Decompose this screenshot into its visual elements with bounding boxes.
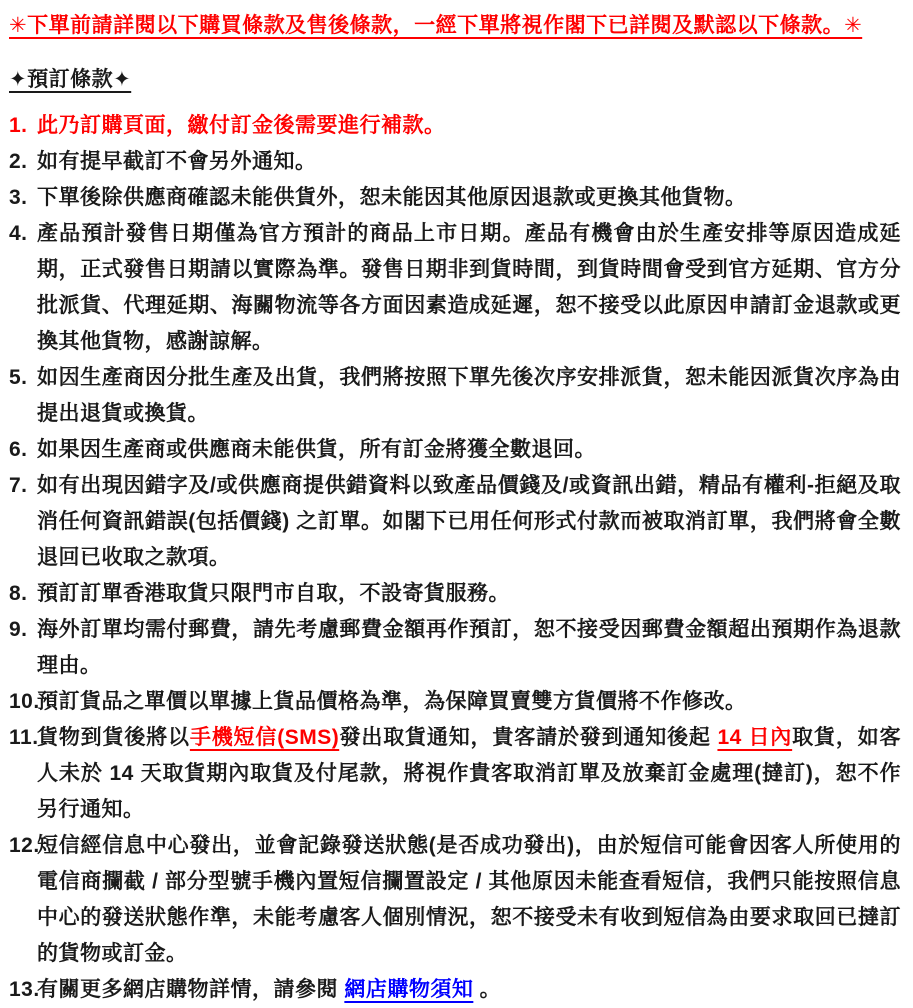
term-text-segment: 如果因生產商或供應商未能供貨，所有訂金將獲全數退回。 [37,438,596,461]
term-text [37,108,901,144]
term-text [37,216,901,360]
term-number: 5. [9,366,28,389]
term-number: 10. [9,690,40,713]
term-item [9,684,901,720]
term-item [9,720,901,828]
term-item [9,612,901,684]
term-number: 12. [9,834,40,857]
term-item [9,576,901,612]
term-item [9,972,901,1008]
term-item [9,108,901,144]
pre-order-warning-header: ✳下單前請詳閱以下購買條款及售後條款，一經下單將視作閣下已詳閱及默認以下條款。✳ [9,14,863,37]
term-text [37,576,901,612]
term-item [9,828,901,972]
term-text-emphasis: 此乃訂購頁面，繳付訂金後需要進行補款。 [37,114,446,137]
term-text-segment: 取貨，如客人未於 14 天取貨期內取貨及付尾款，將視作貴客取消訂單及放棄訂金處理(撻訂)，恕不作另行通知。 [37,726,901,821]
term-number: 13. [9,978,40,1001]
term-number: 4. [9,222,28,245]
term-text-segment: 如有提早截訂不會另外通知。 [37,150,317,173]
term-text-segment: 產品預計發售日期僅為官方預計的商品上市日期。產品有機會由於生產安排等原因造成延期，正式發售日期請以實際為準。發售日期非到貨時間，到貨時間會受到官方延期、官方分批派貨、代理延期、海關物流等各方面因素造成延遲，恕不接受以此原因申請訂金退款或更換其他貨物，感謝諒解。 [37,222,901,353]
term-item [9,216,901,360]
term-number: 8. [9,582,28,605]
term-text-segment: 貨物到貨後將以 [37,726,190,749]
term-text [37,468,901,576]
term-text-segment: 有關更多網店購物詳情，請參閱 [37,978,345,1001]
term-number: 7. [9,474,28,497]
term-text-segment: 下單後除供應商確認未能供貨外，恕未能因其他原因退款或更換其他貨物。 [37,186,747,209]
term-item [9,468,901,576]
term-text [37,972,901,1008]
term-number: 9. [9,618,28,641]
term-text [37,684,901,720]
term-text [37,180,901,216]
term-text-segment: 預訂貨品之單價以單據上貨品價格為準，為保障買賣雙方貨價將不作修改。 [37,690,747,713]
term-item [9,432,901,468]
term-text [37,720,901,828]
term-number: 2. [9,150,28,173]
term-number: 11. [9,726,39,749]
term-number: 6. [9,438,28,461]
term-text [37,144,901,180]
term-item [9,180,901,216]
term-text-segment: 如因生產商因分批生產及出貨，我們將按照下單先後次序安排派貨，恕未能因派貨次序為由提出退貨或換貨。 [37,366,901,425]
term-text [37,360,901,432]
term-number: 3. [9,186,28,209]
term-item [9,144,901,180]
section-title-preorder-terms: ✦預訂條款✦ [9,68,132,91]
term-text-segment: 海外訂單均需付郵費，請先考慮郵費金額再作預訂，恕不接受因郵費金額超出預期作為退款理由。 [37,618,901,677]
term-text [37,612,901,684]
term-text [37,828,901,972]
term-text-segment: 短信經信息中心發出，並會記錄發送狀態(是否成功發出)，由於短信可能會因客人所使用的電信商攔截 / 部分型號手機內置短信攔置設定 / 其他原因未能查看短信，我們只能按照信息中心的發送狀態作準，未能考慮客人個別情況，恕不接受未有收到短信為由要求取回已撻訂的貨物或訂金。 [37,834,901,965]
shop-notice-link[interactable]: 網店購物須知 [344,978,474,1001]
term-text-emphasis: 手機短信(SMS) [189,726,340,749]
term-text [37,432,901,468]
term-text-segment: 。 [473,978,502,1001]
term-text-segment: 預訂訂單香港取貨只限門市自取，不設寄貨服務。 [37,582,510,605]
term-number: 1. [9,114,28,137]
term-text-emphasis: 14 日內 [717,726,793,749]
term-item [9,360,901,432]
term-text-segment: 如有出現因錯字及/或供應商提供錯資料以致產品價錢及/或資訊出錯，精品有權利-拒絕及取消任何資訊錯誤(包括價錢) 之訂單。如閣下已用任何形式付款而被取消訂單，我們將會全數退回已收取之款項。 [37,474,901,569]
term-text-segment: 發出取貨通知，貴客請於發到通知後起 [339,726,718,749]
terms-list [9,108,901,1008]
